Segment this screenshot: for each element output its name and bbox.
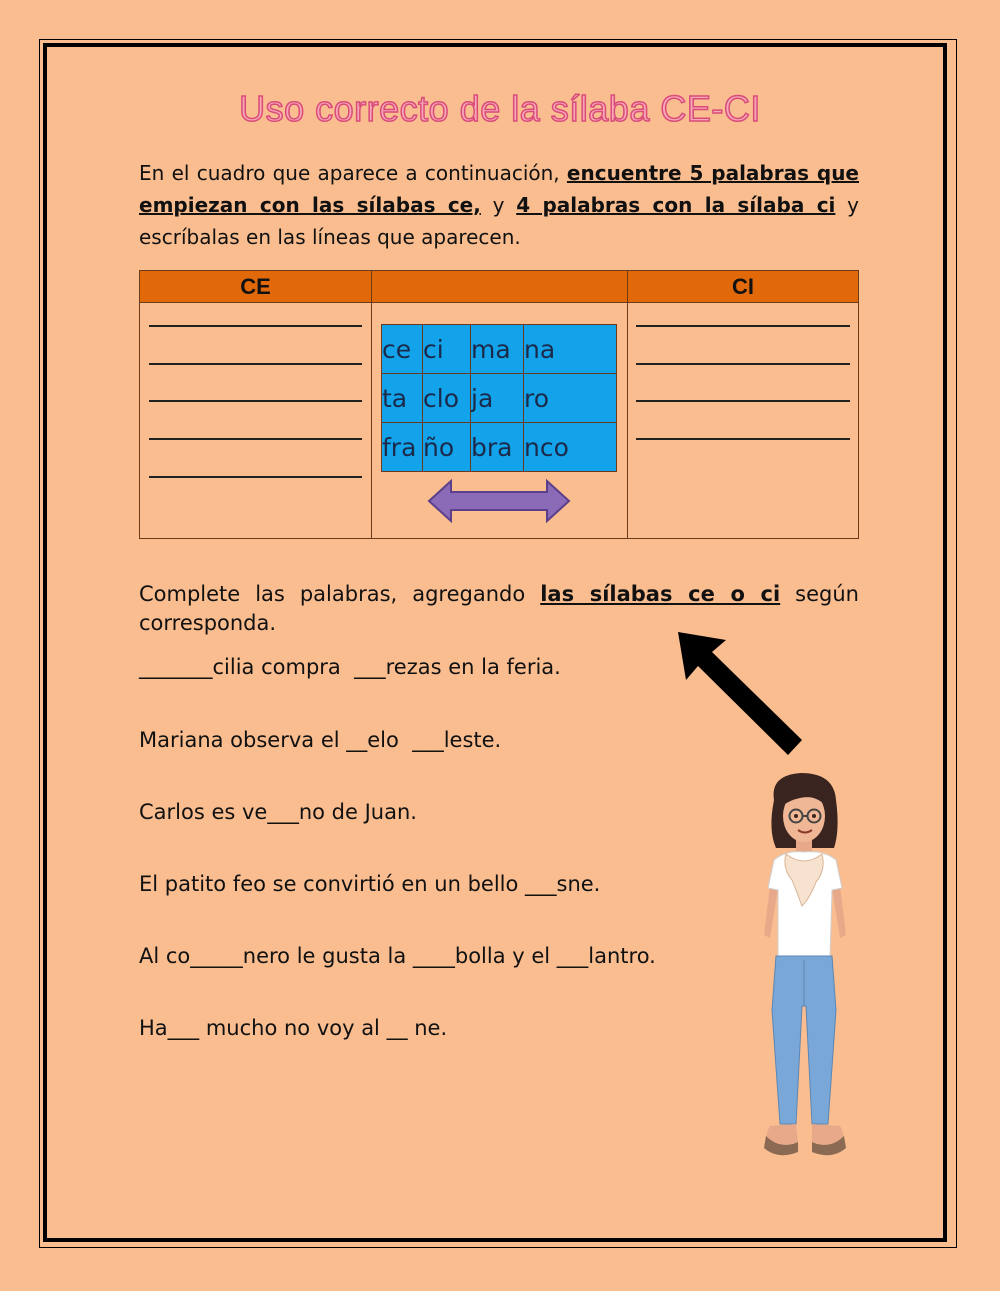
worksheet-title: Uso correcto de la sílaba CE-CI: [239, 88, 761, 129]
fill-in-sentence-4[interactable]: El patito feo se convirtió en un bello ___sne.: [139, 872, 601, 896]
syllable-tile[interactable]: ja: [471, 374, 524, 423]
ci-answer-cell: [628, 303, 859, 539]
word-search-table: [139, 270, 859, 539]
syllable-tile[interactable]: ce: [382, 325, 423, 374]
syllable-tile[interactable]: na: [524, 325, 617, 374]
intro-bold-2: 4 palabras con la sílaba ci: [516, 193, 836, 217]
syllable-tile[interactable]: bra: [471, 423, 524, 472]
instructions-text-2: según corresponda.: [139, 582, 859, 635]
syllable-tile[interactable]: ro: [524, 374, 617, 423]
ce-answer-line-4[interactable]: [149, 438, 362, 440]
fill-in-sentence-6[interactable]: Ha___ mucho no voy al __ ne.: [139, 1016, 448, 1040]
ce-answer-cell: [140, 303, 372, 539]
ce-answer-line-1[interactable]: [149, 325, 362, 327]
ce-column-header: CE: [140, 271, 372, 303]
ci-answer-line-2[interactable]: [636, 363, 850, 365]
intro-bold-1: encuentre 5 palabras que empiezan con las sílabas ce,: [139, 161, 859, 217]
ce-answer-line-3[interactable]: [149, 400, 362, 402]
double-arrow-icon: [427, 478, 571, 524]
syllable-grid: [381, 324, 617, 472]
middle-column-header: [372, 271, 628, 303]
ci-column-header: CI: [628, 271, 859, 303]
intro-paragraph: [139, 157, 859, 253]
syllable-grid-cell: [372, 303, 628, 539]
syllable-tile[interactable]: ma: [471, 325, 524, 374]
intro-text-2: y: [480, 193, 517, 217]
ce-answer-line-5[interactable]: [149, 476, 362, 478]
fill-in-sentence-1[interactable]: _______cilia compra ___rezas en la feria.: [139, 655, 561, 679]
ci-answer-line-1[interactable]: [636, 325, 850, 327]
instructions-bold: las sílabas ce o ci: [540, 582, 781, 606]
syllable-tile[interactable]: ci: [423, 325, 471, 374]
syllable-tile[interactable]: fra: [382, 423, 423, 472]
fill-in-sentence-3[interactable]: Carlos es ve___no de Juan.: [139, 800, 417, 824]
syllable-tile[interactable]: ta: [382, 374, 423, 423]
teacher-illustration: [756, 770, 856, 1162]
pointer-arrow-icon: [668, 622, 808, 762]
ci-answer-line-4[interactable]: [636, 438, 850, 440]
fill-in-sentence-2[interactable]: Mariana observa el __elo ___leste.: [139, 728, 502, 752]
fill-in-sentence-5[interactable]: Al co_____nero le gusta la ____bolla y el ___lantro.: [139, 944, 656, 968]
ci-answer-line-3[interactable]: [636, 400, 850, 402]
instructions-text-1: Complete las palabras, agregando: [139, 582, 541, 606]
syllable-tile[interactable]: clo: [423, 374, 471, 423]
syllable-tile[interactable]: ño: [423, 423, 471, 472]
syllable-tile[interactable]: nco: [524, 423, 617, 472]
ce-answer-line-2[interactable]: [149, 363, 362, 365]
intro-text-3: y escríbalas en las líneas que aparecen.: [139, 193, 860, 249]
intro-text-1: En el cuadro que aparece a continuación,: [139, 161, 567, 185]
